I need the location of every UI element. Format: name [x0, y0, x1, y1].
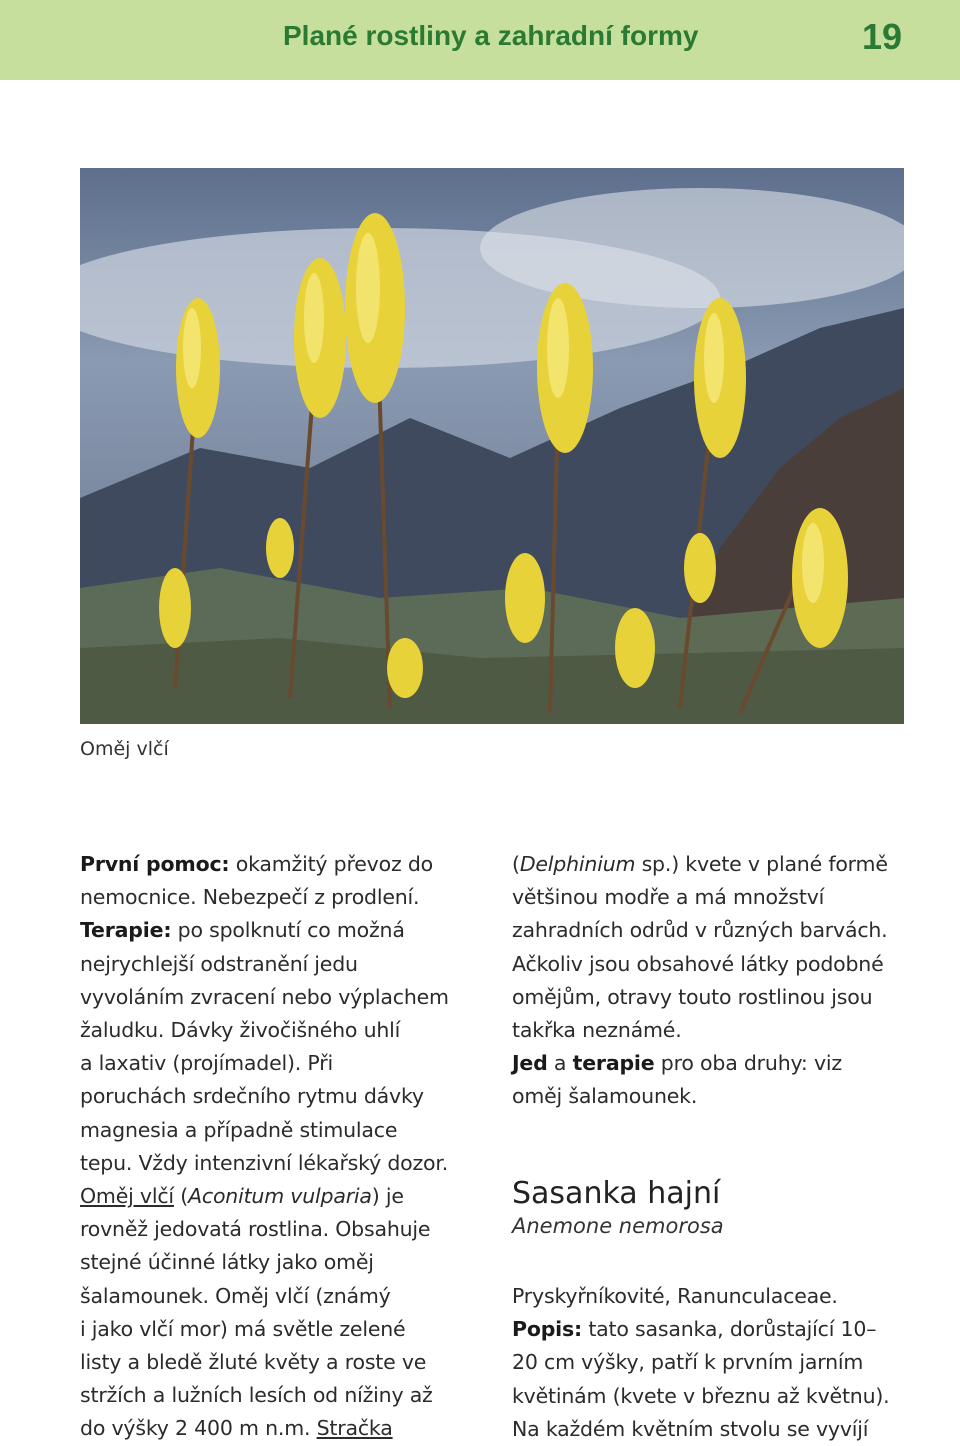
text-fragment: tato sasanka, dorůstající 10– — [582, 1317, 877, 1342]
therapy-label: terapie — [572, 1051, 655, 1076]
text-line: tepu. Vždy intenzivní lékařský dozor. — [80, 1150, 449, 1175]
text-line: magnesia a případně stimulace — [80, 1117, 398, 1142]
chapter-title: Plané rostliny a zahradní formy — [283, 20, 699, 51]
text-line: takřka neznámé. — [512, 1018, 682, 1043]
section-heading: Sasanka hajní — [512, 1176, 721, 1211]
text-fragment: ) je — [371, 1184, 404, 1209]
aconitum-photo-illustration — [80, 168, 904, 724]
text-line: oměj šalamounek. — [512, 1084, 698, 1109]
text-line: 20 cm výšky, patří k prvním jarním — [512, 1350, 864, 1375]
text-line — [512, 1313, 932, 1346]
stracka-link[interactable]: Stračka — [316, 1416, 393, 1441]
text-line: poruchách srdečního rytmu dávky — [80, 1084, 424, 1109]
left-text-column — [80, 848, 480, 1446]
text-line: Na každém květním stvolu se vyvíjí — [512, 1416, 869, 1441]
text-line: květinám (kvete v březnu až květnu). — [512, 1383, 890, 1408]
plant-photo — [80, 168, 904, 724]
text-line — [80, 1412, 480, 1445]
right-text-column-lower — [512, 1280, 932, 1446]
text-line: Pryskyřníkovité, Ranunculaceae. — [512, 1284, 838, 1308]
text-line: stejné účinné látky jako oměj — [80, 1250, 374, 1275]
text-line: nemocnice. Nebezpečí z prodlení. — [80, 885, 420, 910]
text-line: šalamounek. Oměj vlčí (známý — [80, 1283, 391, 1308]
poison-label: Jed — [512, 1051, 548, 1076]
text-line: zahradních odrůd v různých barvách. — [512, 918, 888, 943]
text-line — [80, 848, 480, 881]
first-aid-label: První pomoc: — [80, 852, 230, 876]
description-label: Popis: — [512, 1317, 583, 1342]
text-fragment: sp.) kvete v plané formě — [635, 852, 888, 876]
text-line: Ačkoliv jsou obsahové látky podobné — [512, 951, 884, 976]
text-fragment: ( — [512, 852, 520, 876]
right-text-column — [512, 848, 932, 1114]
text-line: a laxativ (projímadel). Při — [80, 1051, 333, 1076]
text-line: listy a bledě žluté květy a roste ve — [80, 1350, 427, 1375]
page-header — [0, 0, 960, 80]
text-fragment: pro oba druhy: viz — [654, 1051, 842, 1076]
text-line: omějům, otravy touto rostlinou jsou — [512, 984, 873, 1009]
text-fragment: ( — [173, 1184, 189, 1209]
latin-name: Delphinium — [519, 852, 636, 876]
text-fragment: a — [547, 1051, 573, 1076]
text-line — [80, 1180, 480, 1213]
text-line — [512, 1047, 932, 1080]
text-line: stržích a lužních lesích od nížiny až — [80, 1383, 433, 1408]
text-fragment: do výšky 2 400 m n.m. — [80, 1416, 317, 1441]
text-line — [80, 914, 480, 947]
text-line: vyvoláním zvracení nebo výplachem — [80, 984, 449, 1009]
text-line — [512, 848, 932, 881]
text-line: žaludku. Dávky živočišného uhlí — [80, 1018, 401, 1043]
text-fragment: po spolknutí co možná — [171, 918, 405, 943]
text-line: nejrychlejší odstranění jedu — [80, 951, 358, 976]
omej-vlci-link[interactable]: Oměj vlčí — [80, 1184, 174, 1209]
latin-name: Aconitum vulparia — [188, 1184, 372, 1209]
section-latin-name: Anemone nemorosa — [512, 1214, 724, 1238]
therapy-label: Terapie: — [80, 918, 172, 943]
text-line: rovněž jedovatá rostlina. Obsahuje — [80, 1217, 431, 1242]
text-line: většinou modře a má množství — [512, 885, 825, 910]
page-number: 19 — [862, 16, 903, 57]
photo-caption: Oměj vlčí — [80, 738, 169, 760]
text-line: i jako vlčí mor) má světle zelené — [80, 1316, 406, 1341]
text-fragment: okamžitý převoz do — [229, 852, 433, 876]
